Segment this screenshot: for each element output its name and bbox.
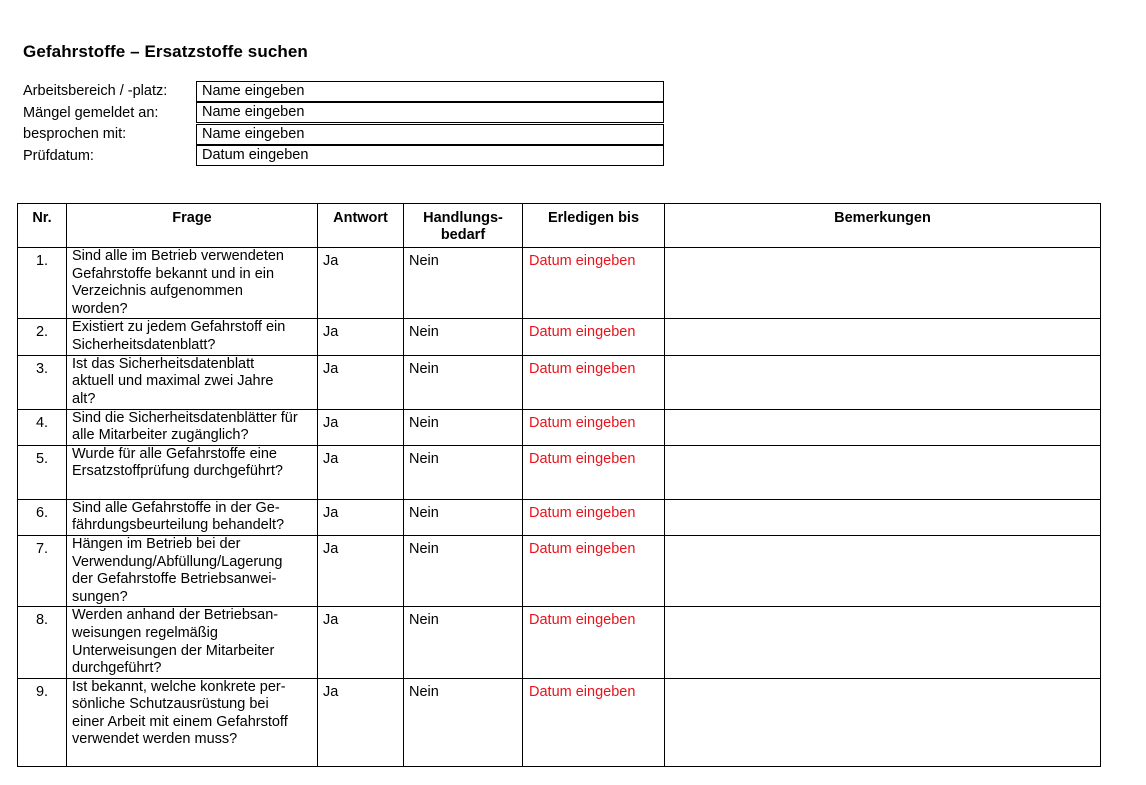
row-number: 2. <box>18 319 67 355</box>
due-date-field[interactable]: Datum eingeben <box>523 499 665 535</box>
due-date-field[interactable]: Datum eingeben <box>523 535 665 606</box>
question-line: Sind alle im Betrieb verwendeten <box>72 248 284 264</box>
row-number: 1. <box>18 248 67 319</box>
remarks-field[interactable] <box>665 678 1101 766</box>
question-line: sungen? <box>72 588 128 605</box>
question-line: sönliche Schutzausrüstung bei <box>72 696 269 713</box>
answer-cell[interactable]: Ja <box>318 499 404 535</box>
question-line: aktuell und maximal zwei Jahre <box>72 373 274 390</box>
due-date-field[interactable]: Datum eingeben <box>523 409 665 445</box>
header-antwort: Antwort <box>318 204 404 248</box>
due-date-field[interactable]: Datum eingeben <box>523 445 665 499</box>
question-line: weisungen regelmäßig <box>72 624 218 641</box>
question-cell <box>67 607 318 678</box>
table-row <box>18 607 1101 678</box>
question-line: durchgeführt? <box>72 660 162 677</box>
table-row <box>18 248 1101 319</box>
question-cell <box>67 499 318 535</box>
checklist-table <box>17 203 1101 767</box>
question-line: fährdungsbeurteilung behandelt? <box>72 517 285 534</box>
answer-cell[interactable]: Ja <box>318 248 404 319</box>
question-cell <box>67 445 318 499</box>
row-number: 7. <box>18 535 67 606</box>
action-needed-cell[interactable]: Nein <box>404 607 523 678</box>
due-date-field[interactable]: Datum eingeben <box>523 607 665 678</box>
header-frage: Frage <box>67 204 318 248</box>
question-line: Existiert zu jedem Gefahrstoff ein <box>72 319 286 336</box>
question-line: alle Mitarbeiter zugänglich? <box>72 427 249 444</box>
action-needed-cell[interactable]: Nein <box>404 319 523 355</box>
question-line: Sind alle Gefahrstoffe in der Ge- <box>72 499 280 516</box>
due-date-field[interactable]: Datum eingeben <box>523 248 665 319</box>
row-number: 3. <box>18 355 67 409</box>
question-cell <box>67 319 318 355</box>
question-line: Ist das Sicherheitsdatenblatt <box>72 355 255 372</box>
question-cell <box>67 678 318 766</box>
remarks-field[interactable] <box>665 499 1101 535</box>
header-handlungsbedarf <box>404 204 523 248</box>
question-cell <box>67 248 318 319</box>
action-needed-cell[interactable]: Nein <box>404 535 523 606</box>
question-cell <box>67 355 318 409</box>
table-row <box>18 409 1101 445</box>
meta-label-maengel: Mängel gemeldet an: <box>23 105 159 121</box>
header-erledigen-bis: Erledigen bis <box>523 204 665 248</box>
remarks-field[interactable] <box>665 535 1101 606</box>
action-needed-cell[interactable]: Nein <box>404 355 523 409</box>
action-needed-cell[interactable]: Nein <box>404 409 523 445</box>
row-number: 9. <box>18 678 67 766</box>
meta-label-pruefdatum: Prüfdatum: <box>23 148 94 164</box>
question-line: einer Arbeit mit einem Gefahrstoff <box>72 713 288 730</box>
row-number: 4. <box>18 409 67 445</box>
table-row <box>18 678 1101 766</box>
action-needed-cell[interactable]: Nein <box>404 445 523 499</box>
answer-cell[interactable]: Ja <box>318 445 404 499</box>
maengel-gemeldet-field[interactable]: Name eingeben <box>196 102 664 123</box>
pruefdatum-field[interactable]: Datum eingeben <box>196 145 664 166</box>
question-line: Werden anhand der Betriebsan- <box>72 607 279 624</box>
table-header-row <box>18 204 1101 248</box>
row-number: 8. <box>18 607 67 678</box>
header-handlungsbedarf-line1: Handlungs- <box>423 210 503 226</box>
question-line: alt? <box>72 390 96 407</box>
table-row <box>18 535 1101 606</box>
question-line: Unterweisungen der Mitarbeiter <box>72 642 275 659</box>
header-handlungsbedarf-line2: bedarf <box>440 227 486 243</box>
due-date-field[interactable]: Datum eingeben <box>523 355 665 409</box>
question-cell <box>67 535 318 606</box>
question-line: Ersatzstoffprüfung durchgeführt? <box>72 463 283 480</box>
row-number: 6. <box>18 499 67 535</box>
question-line: Verwendung/Abfüllung/Lagerung <box>72 553 283 570</box>
answer-cell[interactable]: Ja <box>318 678 404 766</box>
remarks-field[interactable] <box>665 319 1101 355</box>
question-line: Hängen im Betrieb bei der <box>72 535 241 552</box>
remarks-field[interactable] <box>665 248 1101 319</box>
remarks-field[interactable] <box>665 445 1101 499</box>
question-line: Sicherheitsdatenblatt? <box>72 336 216 353</box>
meta-label-besprochen: besprochen mit: <box>23 126 127 142</box>
question-line: Verzeichnis aufgenommen <box>72 283 243 300</box>
arbeitsbereich-field[interactable]: Name eingeben <box>196 81 664 102</box>
besprochen-mit-field[interactable]: Name eingeben <box>196 124 664 145</box>
table-row <box>18 319 1101 355</box>
answer-cell[interactable]: Ja <box>318 409 404 445</box>
table-row <box>18 355 1101 409</box>
question-line: worden? <box>72 300 128 317</box>
answer-cell[interactable]: Ja <box>318 535 404 606</box>
question-line: Gefahrstoffe bekannt und in ein <box>72 265 275 282</box>
page-title: Gefahrstoffe – Ersatzstoffe suchen <box>23 42 308 61</box>
answer-cell[interactable]: Ja <box>318 607 404 678</box>
question-line: Ist bekannt, welche konkrete per- <box>72 678 286 695</box>
question-cell <box>67 409 318 445</box>
question-line: Wurde für alle Gefahrstoffe eine <box>72 445 277 462</box>
header-nr: Nr. <box>18 204 67 248</box>
action-needed-cell[interactable]: Nein <box>404 499 523 535</box>
header-bemerkungen: Bemerkungen <box>665 204 1101 248</box>
answer-cell[interactable]: Ja <box>318 319 404 355</box>
answer-cell[interactable]: Ja <box>318 355 404 409</box>
due-date-field[interactable]: Datum eingeben <box>523 319 665 355</box>
action-needed-cell[interactable]: Nein <box>404 678 523 766</box>
question-line: der Gefahrstoffe Betriebsanwei- <box>72 571 277 588</box>
due-date-field[interactable]: Datum eingeben <box>523 678 665 766</box>
table-row <box>18 499 1101 535</box>
question-line: verwendet werden muss? <box>72 731 238 748</box>
remarks-field[interactable] <box>665 409 1101 445</box>
row-number: 5. <box>18 445 67 499</box>
meta-label-arbeitsbereich: Arbeitsbereich / -platz: <box>23 83 168 99</box>
remarks-field[interactable] <box>665 607 1101 678</box>
remarks-field[interactable] <box>665 355 1101 409</box>
action-needed-cell[interactable]: Nein <box>404 248 523 319</box>
table-row <box>18 445 1101 499</box>
question-line: Sind die Sicherheitsdatenblätter für <box>72 409 298 426</box>
